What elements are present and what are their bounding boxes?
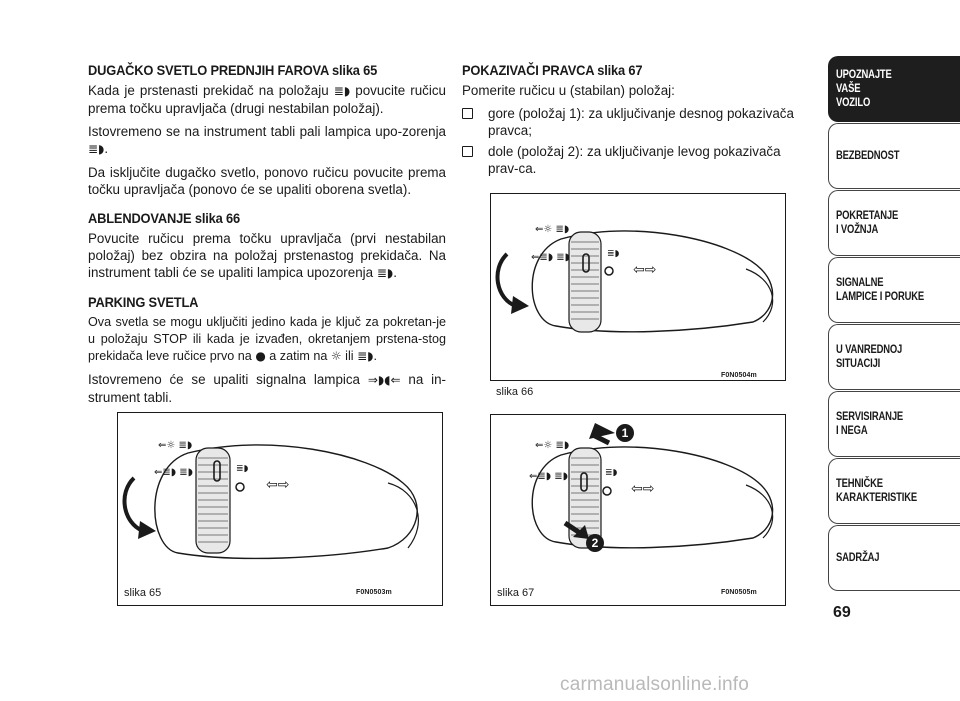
chapter-sidebar (828, 56, 960, 592)
tab-tehnicke[interactable]: TEHNIČKE KARAKTERISTIKE (828, 458, 960, 524)
paragraph-high-beam: Kada je prstenasti prekidač na položaju ≣◗ povucite ručicu prema točku upravljača (drugi nestabilan položaj). (88, 83, 446, 116)
position-light-icon: ☼ (330, 349, 342, 363)
lever-ring-o-icon: ● (255, 349, 266, 363)
tab-vanrednoj[interactable]: U VANREDNOJ SITUACIJI (828, 324, 960, 390)
section-heading-high-beam: DUGAČKO SVETLO PREDNJIH FAROVA slika 65 (88, 62, 378, 78)
checkbox-bullet-icon (462, 108, 473, 119)
lever-illustration (118, 413, 442, 605)
high-beam-icon: ≣◗ (376, 266, 394, 280)
figure-code: F0N0504m (721, 372, 757, 379)
section-heading-flash: ABLENDOVANJE slika 66 (88, 210, 240, 226)
figure-66 (490, 193, 786, 381)
page-number: 69 (833, 604, 851, 621)
svg-text:⇐≣◗ ≣◗: ⇐≣◗ ≣◗ (154, 467, 193, 478)
high-beam-icon: ≣◗ (333, 84, 351, 98)
tab-signalne[interactable]: SIGNALNE LAMPICE I PORUKE (828, 257, 960, 323)
svg-text:⇐☼ ≣◗: ⇐☼ ≣◗ (535, 440, 570, 451)
paragraph-parking-lamp: Istovremeno će se upaliti signalna lampica ⇒◗◖⇐ na in-strument tabli. (88, 372, 446, 405)
section-heading-parking: PARKING SVETLA (88, 294, 199, 310)
high-beam-icon: ≣◗ (88, 142, 105, 156)
figure-caption: slika 67 (497, 587, 535, 599)
figure-caption: slika 65 (124, 587, 162, 599)
figure-65 (117, 412, 443, 606)
marker-1-label: 1 (621, 426, 629, 440)
list-item: gore (položaj 1): za uključivanje desnog pokazivača pravca; (462, 105, 814, 139)
left-column (88, 62, 446, 412)
svg-text:⇦⇨: ⇦⇨ (266, 477, 290, 493)
right-column (462, 62, 814, 181)
figure-code: F0N0503m (356, 589, 392, 596)
svg-text:⇦⇨: ⇦⇨ (631, 481, 655, 497)
svg-text:⇐☼ ≣◗: ⇐☼ ≣◗ (158, 440, 193, 451)
list-item: dole (položaj 2): za uključivanje levog pokazivača prav-ca. (462, 143, 814, 177)
paragraph-parking: Ova svetla se mogu uključiti jedino kada je ključ za pokretan-je u položaju STOP ili kada je izvađen, okretanjem prstena-stog prekidača leve ručice prvo na ● a zatim na ☼ ili ≣◗. (88, 315, 446, 363)
figure-67 (490, 414, 786, 606)
tab-servisiranje[interactable]: SERVISIRANJE I NEGA (828, 391, 960, 457)
tab-pokretanje[interactable]: POKRETANJE I VOŽNJA (828, 190, 960, 256)
figure-caption-66: slika 66 (496, 386, 534, 398)
checkbox-bullet-icon (462, 146, 473, 157)
tab-sadrzaj[interactable]: SADRŽAJ (828, 525, 960, 591)
tab-upoznajte[interactable]: UPOZNAJTE VAŠE VOZILO (828, 56, 960, 122)
svg-text:⇦⇨: ⇦⇨ (633, 262, 657, 278)
paragraph-warning-light: Istovremeno se na instrument tabli pali lampica upo-zorenja ≣◗. (88, 124, 446, 156)
parking-light-icon: ⇒◗◖⇐ (367, 373, 401, 387)
svg-text:⇐≣◗ ≣◗: ⇐≣◗ ≣◗ (529, 471, 568, 482)
marker-2-label: 2 (591, 536, 599, 550)
svg-text:≣◗: ≣◗ (605, 468, 618, 478)
tab-bezbednost[interactable]: BEZBEDNOST (828, 123, 960, 189)
paragraph-flash: Povucite ručicu prema točku upravljača (prvi nestabilan položaj) bez obzira na položaj prstenastog prekidača. Na instrument tabli će se upaliti lampica upozorenja ≣◗. (88, 231, 446, 280)
indicator-list (462, 105, 814, 177)
section-heading-indicators: POKAZIVAČI PRAVCA slika 67 (462, 62, 643, 78)
svg-text:≣◗: ≣◗ (607, 249, 620, 259)
svg-text:⇐≣◗ ≣◗: ⇐≣◗ ≣◗ (531, 252, 570, 263)
paragraph-switch-off: Da isključite dugačko svetlo, ponovo ručicu povucite prema točku upravljača (ponovo će se upaliti oborena svetla). (88, 165, 446, 197)
watermark: carmanualsonline.info (560, 674, 750, 695)
paragraph-indicators: Pomerite ručicu u (stabilan) položaj: (462, 83, 675, 98)
figure-code: F0N0505m (721, 589, 757, 596)
svg-text:≣◗: ≣◗ (236, 464, 249, 474)
lever-illustration (491, 194, 785, 380)
high-beam-icon: ≣◗ (357, 349, 374, 363)
svg-text:⇐☼ ≣◗: ⇐☼ ≣◗ (535, 224, 570, 235)
lever-illustration (491, 415, 785, 605)
